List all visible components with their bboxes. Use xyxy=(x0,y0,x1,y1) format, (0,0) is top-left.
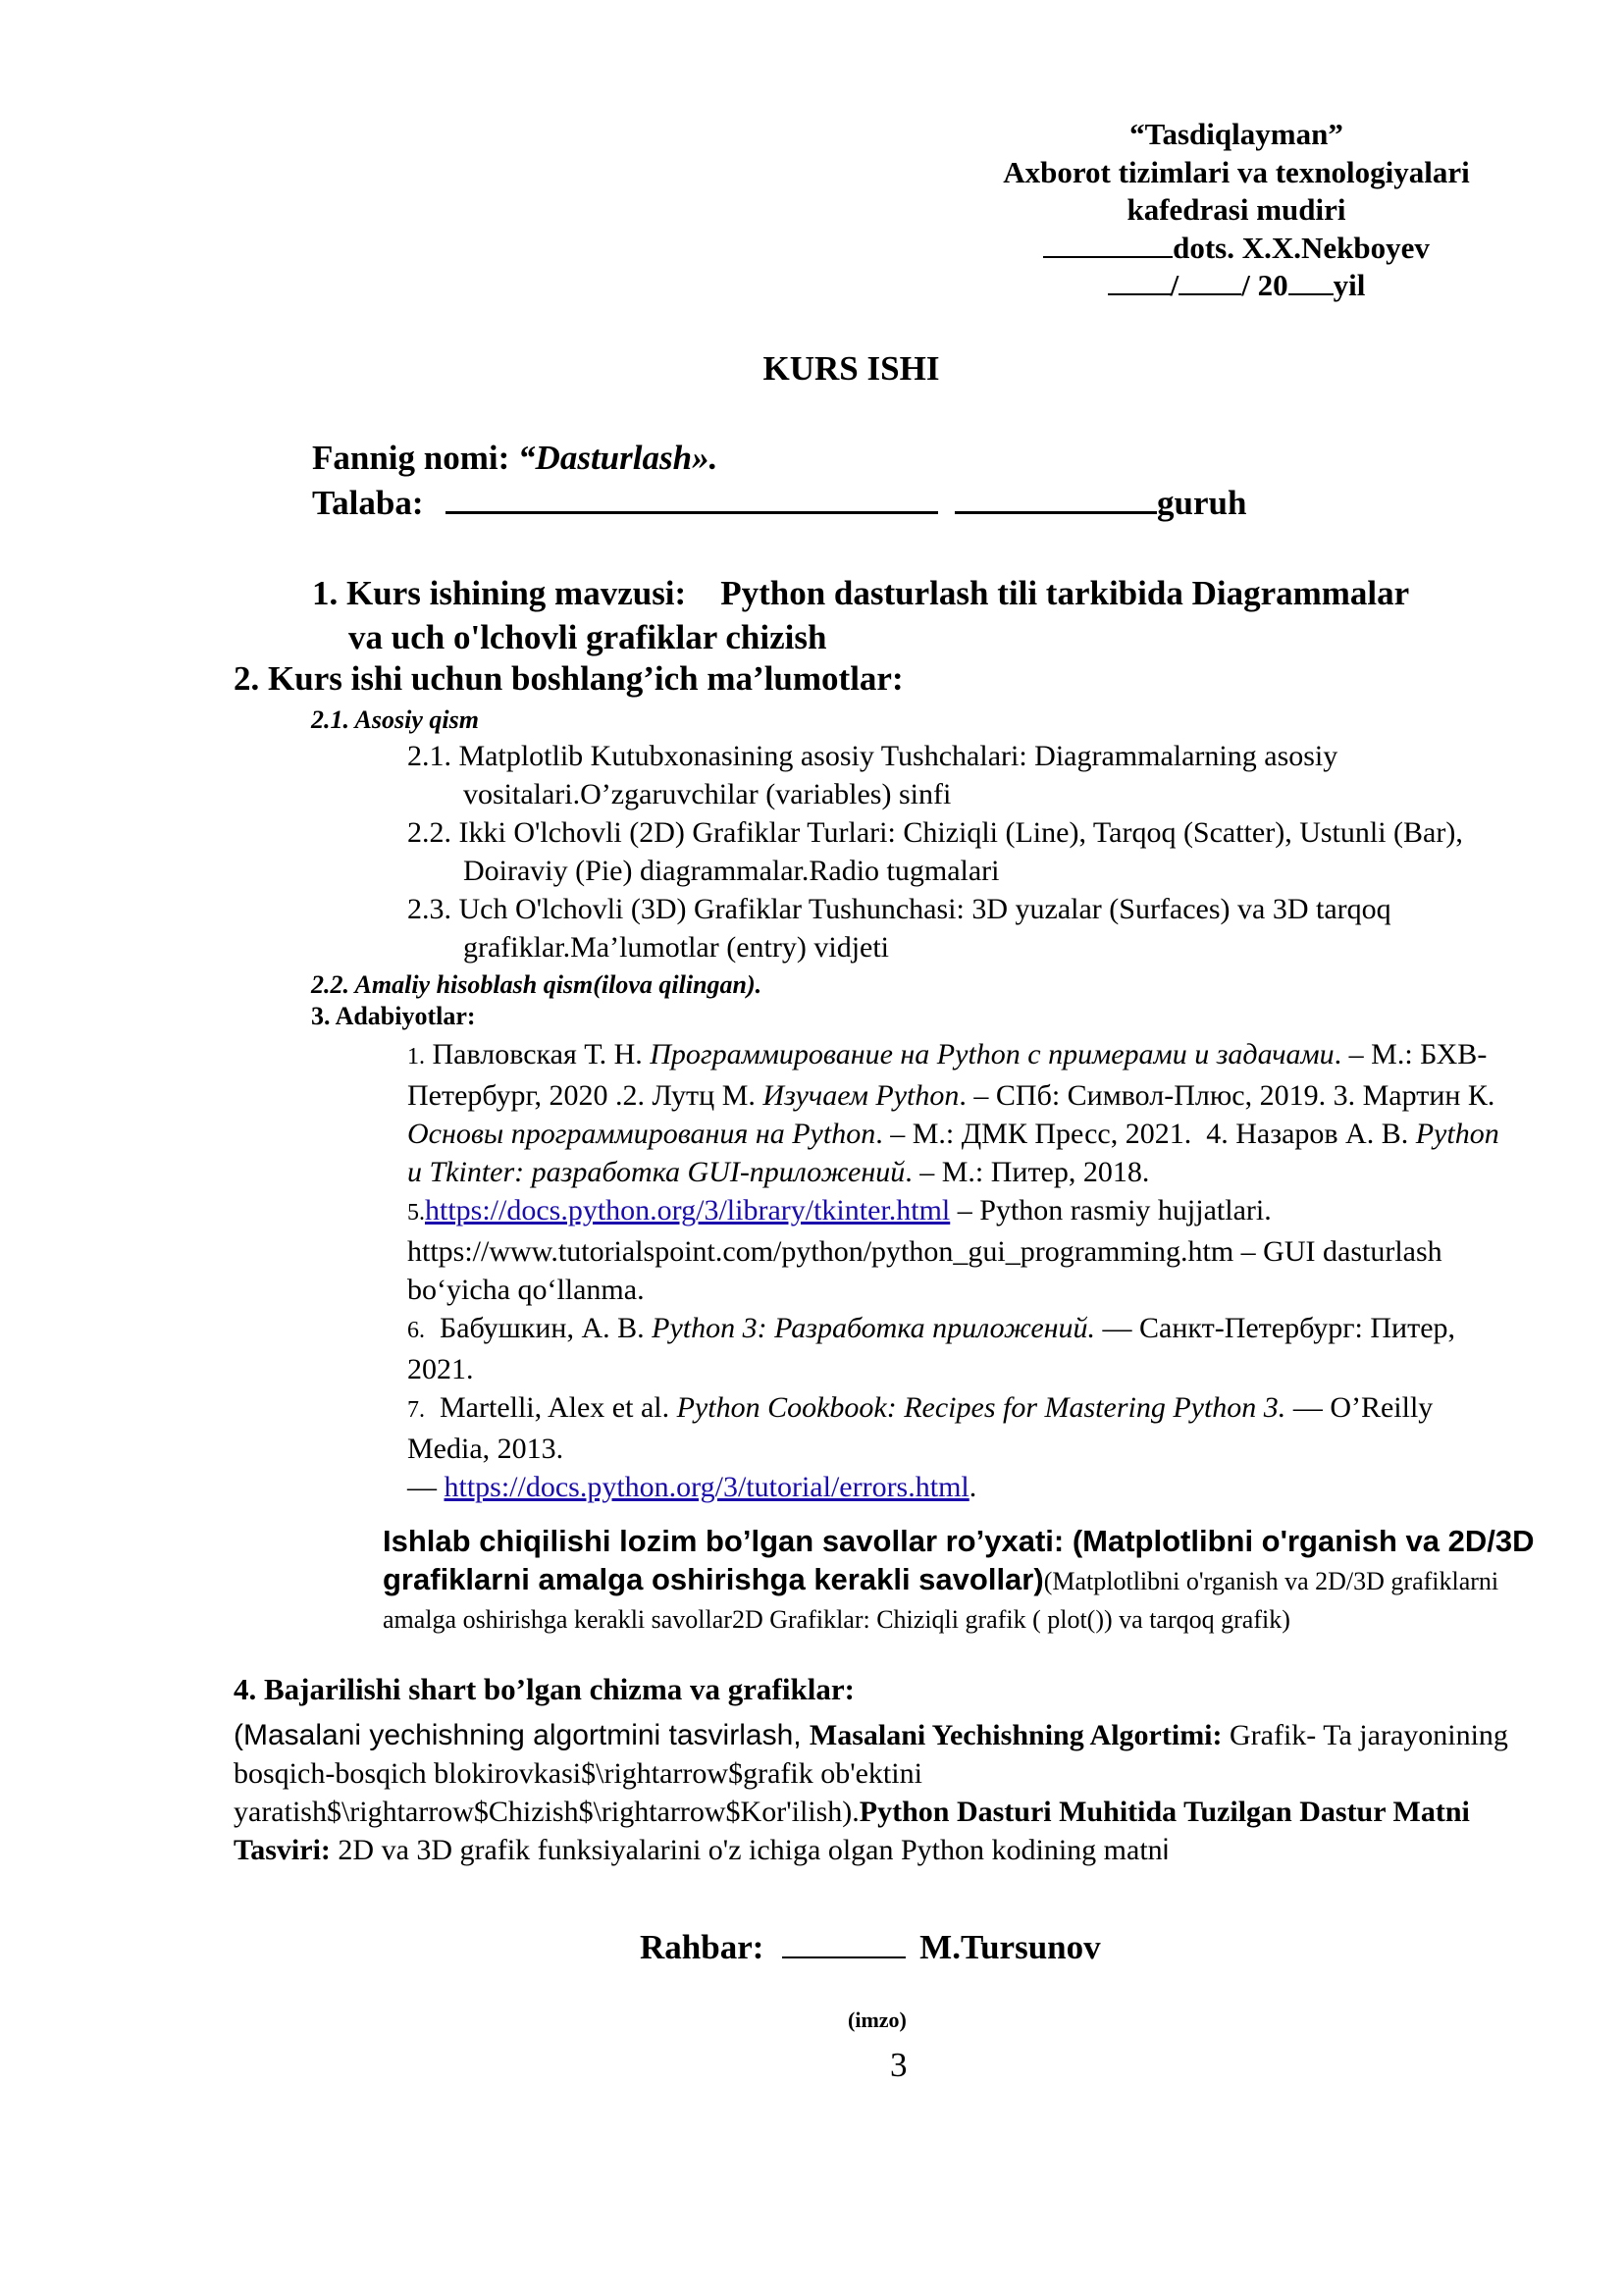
section-2-heading: 2. Kurs ishi uchun boshlang’ich ma’lumotlar: xyxy=(234,659,904,698)
references-heading: 3. Adabiyotlar: xyxy=(311,1002,476,1030)
course-topic xyxy=(312,571,1588,659)
list-item: 2.3. Uch O'lchovli (3D) Grafiklar Tushunchasi: 3D yuzalar (Surfaces) va 3D tarqoq grafiklar.Ma’lumotlar (entry) vidjeti xyxy=(407,893,1391,964)
student-info xyxy=(312,436,1246,526)
subject-value: “Dasturlash». xyxy=(518,439,718,477)
subject-label: Fannig nomi: xyxy=(312,439,510,477)
references-list xyxy=(407,1035,1506,1506)
approval-block xyxy=(922,116,1550,305)
reference-5: 5.https://docs.python.org/3/library/tkinter.html – Python rasmiy hujjatlari. xyxy=(407,1194,1272,1226)
approval-department: Axborot tizimlari va texnologiyalari xyxy=(1003,154,1470,189)
supervisor-label: Rahbar: xyxy=(640,1928,764,1966)
reference-6: 6. Бабушкин, А. В. Python 3: Разработка приложений. — Санкт-Петербург: Питер, 2021. xyxy=(407,1312,1456,1385)
list-item: 2.2. Ikki O'lchovli (2D) Grafiklar Turlari: Chiziqli (Line), Tarqoq (Scatter), Ustunli (Bar), Doiraviy (Pie) diagrammalar.Radio tugmalari xyxy=(407,816,1463,887)
topic-label: 1. Kurs ishining mavzusi: xyxy=(312,574,687,612)
group-blank xyxy=(955,482,1157,514)
date-separator: / xyxy=(1170,268,1179,302)
tkinter-docs-link[interactable]: https://docs.python.org/3/library/tkinter.html xyxy=(425,1194,951,1226)
references-block-1: 1. Павловская Т. Н. Программирование на Python с примерами и задачами. – М.: БХВ-Петербург, 2020 .2. Лутц М. Изучаем Python. – СПб: Символ-Плюс, 2019. 3. Мартин К. Основы программирования на Python. – М.: ДМК Пресс, 2021. 4. Назаров А. В. Python и Tkinter: разработка GUI-приложений. – М.: Питер, 2018. xyxy=(407,1038,1499,1188)
date-year-blank xyxy=(1288,268,1334,295)
subsection-2-2-heading: 2.2. Amaliy hisoblash qism(ilova qilingan). xyxy=(311,970,762,999)
approval-role: kafedrasi mudiri xyxy=(1126,192,1346,227)
topic-continuation: va uch o'lchovli grafiklar chizish xyxy=(348,618,827,656)
date-day-blank xyxy=(1108,268,1171,295)
student-label: Talaba: xyxy=(312,484,424,522)
page-number: 3 xyxy=(890,2046,908,2084)
supervisor-line xyxy=(640,1927,1101,1967)
section-2-1-list xyxy=(407,737,1526,966)
date-month-blank xyxy=(1179,268,1241,295)
signature-caption: (imzo) xyxy=(848,2008,907,2032)
topic-value: Python dasturlash tili tarkibida Diagrammalar xyxy=(720,574,1410,612)
questions-block xyxy=(383,1522,1541,1637)
supervisor-signature-blank xyxy=(782,1927,906,1958)
list-item: 2.1. Matplotlib Kutubxonasining asosiy Tushchalari: Diagrammalarning asosiy vositalari.O’zgaruvchilar (variables) sinfi xyxy=(407,740,1338,810)
approval-title: “Tasdiqlayman” xyxy=(1129,117,1343,151)
approval-date-line xyxy=(922,267,1550,305)
approver-name: dots. X.X.Nekboyev xyxy=(1173,230,1430,265)
student-line xyxy=(312,481,1246,526)
reference-8: — https://docs.python.org/3/tutorial/errors.html. xyxy=(407,1471,977,1503)
signature-blank xyxy=(1043,231,1173,258)
section-4-text: (Masalani yechishning algortmini tasvirlash, Masalani Yechishning Algortimi: Grafik- Ta jarayonining bosqich-bosqich blokirovkasi$\rightarrow$grafik ob'ektini yaratish$\rightarrow$Chizish$\rightarrow$Kor'ilish).Python Dasturi Muhitida Tuzilgan Dastur Matni Tasviri: 2D va 3D grafik funksiyalarini o'z ichiga olgan Python kodining matni xyxy=(234,1719,1508,1866)
supervisor-name: M.Tursunov xyxy=(919,1928,1101,1966)
errors-docs-link[interactable]: https://docs.python.org/3/tutorial/errors.html xyxy=(444,1471,969,1503)
questions-text: (Matplotlibni o'rganish va 2D/3D grafiklarni amalga oshirishga kerakli savollar2D Grafiklar: Chiziqli grafik ( plot()) va tarqoq grafik) xyxy=(383,1567,1499,1634)
document-title: KURS ISHI xyxy=(762,349,940,388)
section-4-heading: 4. Bajarilishi shart bo’lgan chizma va grafiklar: xyxy=(234,1672,855,1706)
approval-signature-line xyxy=(922,230,1550,268)
topic-line xyxy=(312,571,1588,615)
reference-5b: https://www.tutorialspoint.com/python/python_gui_programming.htm – GUI dasturlash bo‘yicha qo‘llanma. xyxy=(407,1235,1442,1306)
date-year-prefix: / 20 xyxy=(1241,268,1288,302)
reference-7: 7. Martelli, Alex et al. Python Cookbook: Recipes for Mastering Python 3. — O’Reilly Media, 2013. xyxy=(407,1391,1434,1465)
questions-heading: Ishlab chiqilishi lozim bo’lgan savollar ro’yxati: (Matplotlibni o'rganish va 2D/3D grafiklarni amalga oshirishga kerakli savollar) xyxy=(383,1524,1535,1596)
student-name-blank xyxy=(445,482,938,514)
date-suffix: yil xyxy=(1333,268,1366,302)
subsection-2-1-heading: 2.1. Asosiy qism xyxy=(311,705,479,734)
group-label: guruh xyxy=(1156,484,1247,522)
subject-line xyxy=(312,436,1246,481)
